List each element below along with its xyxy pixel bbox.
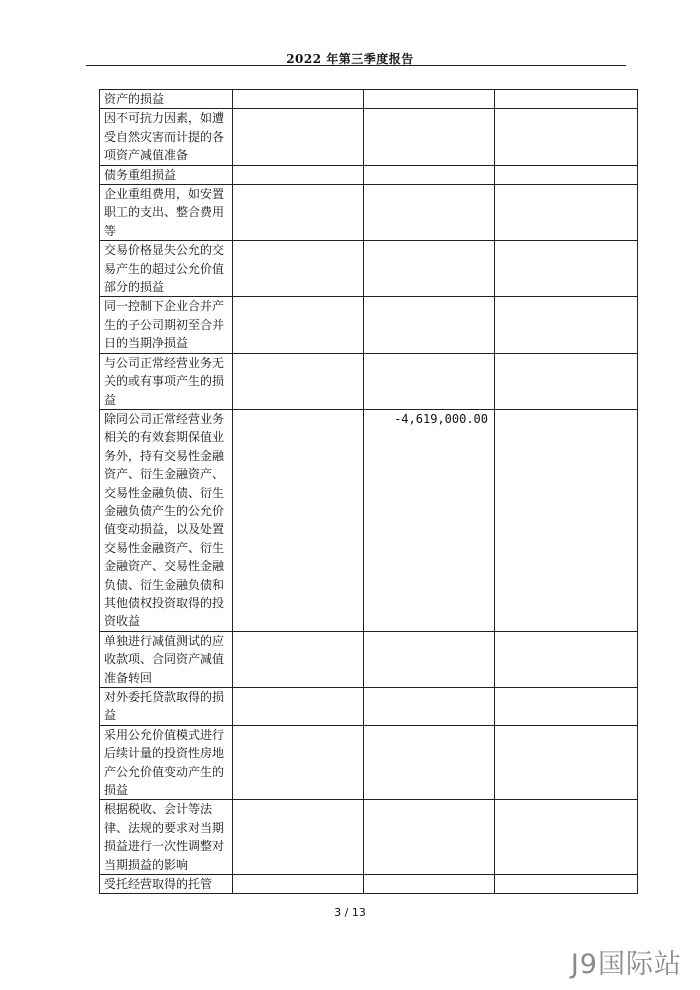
year-to-date-cell	[364, 90, 495, 109]
row-label-cell: 同一控制下企业合并产生的子公司期初至合并日的当期净损益	[100, 297, 233, 353]
row-label-cell: 企业重组费用，如安置职工的支出、整合费用等	[100, 185, 233, 241]
current-period-cell	[233, 109, 364, 165]
note-cell	[495, 185, 638, 241]
row-label-cell: 受托经营取得的托管	[100, 875, 233, 894]
note-cell	[495, 241, 638, 297]
year-to-date-cell	[364, 875, 495, 894]
current-period-cell	[233, 409, 364, 631]
note-cell	[495, 631, 638, 687]
row-label-cell: 交易价格显失公允的交易产生的超过公允价值部分的损益	[100, 241, 233, 297]
table-row	[100, 109, 638, 165]
current-period-cell	[233, 631, 364, 687]
year-to-date-cell	[364, 185, 495, 241]
row-label-cell: 资产的损益	[100, 90, 233, 109]
note-cell	[495, 688, 638, 726]
year-to-date-cell	[364, 165, 495, 184]
current-period-cell	[233, 241, 364, 297]
current-period-cell	[233, 875, 364, 894]
current-period-cell	[233, 800, 364, 875]
note-cell	[495, 725, 638, 800]
note-cell	[495, 297, 638, 353]
current-period-cell	[233, 90, 364, 109]
year-to-date-cell	[364, 631, 495, 687]
current-period-cell	[233, 185, 364, 241]
report-header-title: 2022 年第三季度报告	[286, 52, 414, 66]
row-label-cell: 因不可抗力因素，如遭受自然灾害而计提的各项资产减值准备	[100, 109, 233, 165]
table-row	[100, 409, 638, 631]
table-row	[100, 165, 638, 184]
note-cell	[495, 109, 638, 165]
table-row	[100, 631, 638, 687]
year-to-date-cell	[364, 800, 495, 875]
year-to-date-cell	[364, 688, 495, 726]
row-label-cell: 单独进行减值测试的应收款项、合同资产减值准备转回	[100, 631, 233, 687]
table-row	[100, 353, 638, 409]
note-cell	[495, 800, 638, 875]
table-row	[100, 241, 638, 297]
table-row	[100, 875, 638, 894]
note-cell	[495, 409, 638, 631]
table-row	[100, 688, 638, 726]
table-row	[100, 725, 638, 800]
year-to-date-cell	[364, 109, 495, 165]
row-label-cell: 采用公允价值模式进行后续计量的投资性房地产公允价值变动产生的损益	[100, 725, 233, 800]
row-label-cell: 债务重组损益	[100, 165, 233, 184]
year-to-date-cell	[364, 241, 495, 297]
table-row	[100, 185, 638, 241]
table-row	[100, 90, 638, 109]
year-to-date-cell	[364, 353, 495, 409]
note-cell	[495, 875, 638, 894]
table-row	[100, 800, 638, 875]
current-period-cell	[233, 165, 364, 184]
current-period-cell	[233, 688, 364, 726]
row-label-cell: 对外委托贷款取得的损益	[100, 688, 233, 726]
year-to-date-cell	[364, 297, 495, 353]
row-label-cell: 除同公司正常经营业务相关的有效套期保值业务外，持有交易性金融资产、衍生金融资产、交易性金融负债、衍生金融负债产生的公允价值变动损益，以及处置交易性金融资产、衍生金融资产、交易性金融负债、衍生金融负债和其他债权投资取得的投资收益	[100, 409, 233, 631]
current-period-cell	[233, 725, 364, 800]
note-cell	[495, 353, 638, 409]
header-divider	[86, 65, 626, 66]
row-label-cell: 与公司正常经营业务无关的或有事项产生的损益	[100, 353, 233, 409]
year-to-date-cell	[364, 725, 495, 800]
year-to-date-cell: -4,619,000.00	[364, 409, 495, 631]
current-period-cell	[233, 297, 364, 353]
watermark-logo: J9国际站	[570, 949, 682, 980]
table-row	[100, 297, 638, 353]
current-period-cell	[233, 353, 364, 409]
row-label-cell: 根据税收、会计等法律、法规的要求对当期损益进行一次性调整对当期损益的影响	[100, 800, 233, 875]
note-cell	[495, 90, 638, 109]
note-cell	[495, 165, 638, 184]
page-number: 3 / 13	[334, 906, 366, 919]
non-recurring-items-table	[99, 89, 638, 894]
